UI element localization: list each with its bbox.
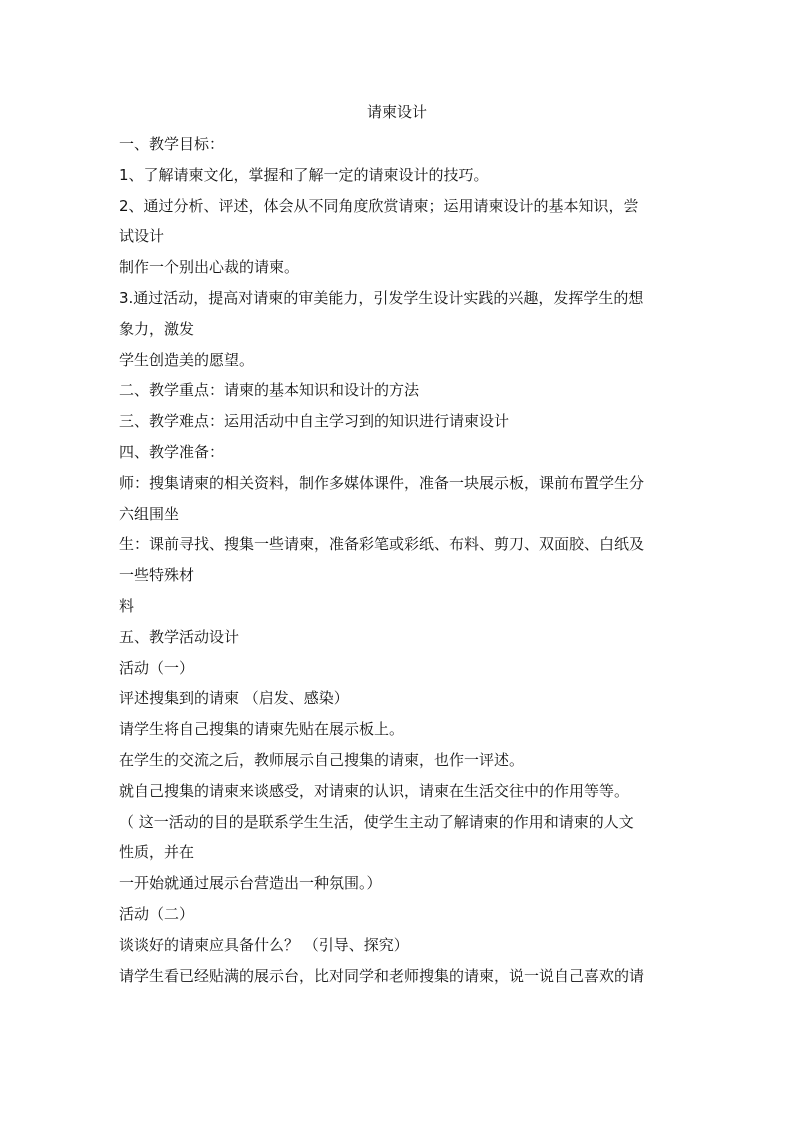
document-line: 3.通过活动，提高对请柬的审美能力，引发学生设计实践的兴趣，发挥学生的想: [119, 288, 644, 307]
document-line: 评述搜集到的请柬 （启发、感染）: [119, 689, 349, 708]
document-title: 请柬设计: [366, 103, 427, 121]
document-line: 试设计: [119, 227, 165, 246]
document-body: [119, 129, 679, 991]
document-line: 就自己搜集的请柬来谈感受，对请柬的认识，请柬在生活交往中的作用等等。: [119, 781, 630, 800]
document-line: 六组围坐: [119, 504, 180, 523]
document-line: 活动（一）: [119, 658, 195, 677]
document-line: 生：课前寻找、搜集一些请柬，准备彩笔或彩纸、布料、剪刀、双面胶、白纸及: [119, 535, 645, 554]
document-line: 二、教学重点：请柬的基本知识和设计的方法: [119, 381, 420, 400]
document-line: 在学生的交流之后，教师展示自己搜集的请柬，也作一评述。: [119, 750, 525, 769]
document-line: 活动（二）: [119, 904, 195, 923]
document-line: 学生创造美的愿望。: [119, 350, 255, 369]
document-line: 五、教学活动设计: [119, 627, 240, 646]
document-line: 请学生将自己搜集的请柬先贴在展示板上。: [119, 720, 405, 739]
document-line: 师：搜集请柬的相关资料，制作多媒体课件，准备一块展示板，课前布置学生分: [119, 473, 645, 492]
document-line: 谈谈好的请柬应具备什么？ （引导、探究）: [119, 935, 409, 954]
document-line: 2、通过分析、评述，体会从不同角度欣赏请柬；运用请柬设计的基本知识，尝: [119, 196, 639, 215]
document-line: 一、教学目标：: [119, 135, 225, 153]
document-line: 三、教学难点：运用活动中自主学习到的知识进行请柬设计: [119, 412, 510, 431]
document-line: 请学生看已经贴满的展示台，比对同学和老师搜集的请柬，说一说自己喜欢的请: [119, 966, 645, 985]
document-line: 象力，激发: [119, 319, 195, 338]
document-line: 一些特殊材: [119, 566, 195, 585]
document-line: 性质，并在: [119, 843, 195, 862]
document-line: 四、教学准备：: [119, 442, 225, 461]
document-line: 制作一个别出心裁的请柬。: [119, 258, 300, 277]
document-line: 一开始就通过展示台营造出一种氛围。）: [119, 874, 382, 893]
document-line: 料: [119, 596, 135, 615]
document-line: 1、了解请柬文化，掌握和了解一定的请柬设计的技巧。: [119, 165, 489, 184]
document-line: （ 这一活动的目的是联系学生生活，使学生主动了解请柬的作用和请柬的人文: [119, 812, 634, 831]
